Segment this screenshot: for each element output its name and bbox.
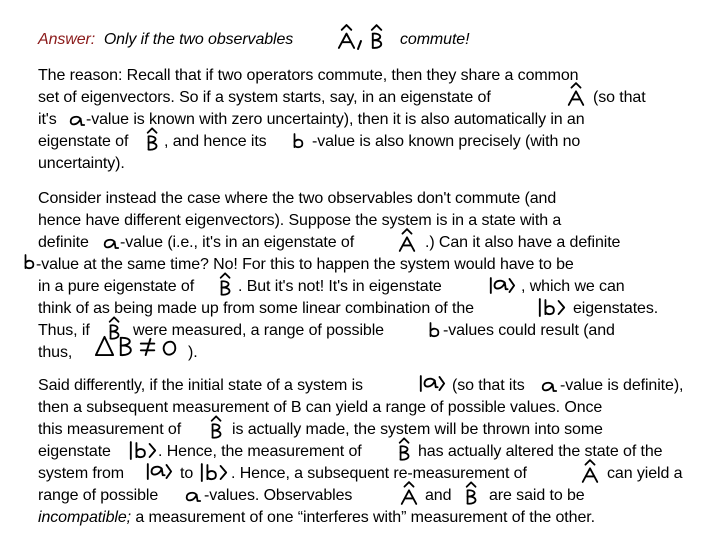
para3-line-7 xyxy=(38,508,595,528)
answer-text-after: commute! xyxy=(400,31,470,48)
para1-line-5: uncertainty). xyxy=(38,155,125,172)
para2-line-3-start: definite xyxy=(38,234,89,251)
ket-a-symbol xyxy=(418,375,446,392)
para3-line-6-and: and xyxy=(425,487,452,504)
para2-line-5-mid: . But it's not! It's in eigenstate xyxy=(238,278,442,295)
para2-line-5-start: in a pure eigenstate of xyxy=(38,278,195,295)
delta-b-not-zero-symbol xyxy=(94,332,182,359)
b-hat-symbol xyxy=(218,271,234,297)
a-hat-symbol xyxy=(580,458,600,484)
para3-line-4-start: eigenstate xyxy=(38,443,111,460)
para1-line-4-end: -value is also known precisely (with no xyxy=(312,133,581,150)
a-eigenvalue-symbol xyxy=(68,114,86,127)
para1-line-3-start: it's xyxy=(38,111,57,128)
para1-line-4-mid: , and hence its xyxy=(164,133,267,150)
para1-line-3-end: -value is known with zero uncertainty), then it is also automatically in an xyxy=(86,111,585,128)
b-eigenvalue-symbol xyxy=(427,322,441,338)
a-hat-symbol xyxy=(336,23,357,50)
b-hat-symbol xyxy=(397,436,413,462)
b-hat-symbol xyxy=(209,414,225,440)
para2-line-7-mid: were measured, a range of possible xyxy=(133,322,384,339)
ket-b-symbol xyxy=(199,463,229,482)
para2-line-3-mid: -value (i.e., it's in an eigenstate of xyxy=(120,234,355,251)
para3-line-6-mid: -values. Observables xyxy=(204,487,353,504)
answer-line xyxy=(38,30,293,50)
para3-line-1-start: Said differently, if the initial state of a system is xyxy=(38,377,363,394)
para2-line-5-end: , which we can xyxy=(521,278,625,295)
para2-line-4: -value at the same time? No! For this to happen the system would have to be xyxy=(36,256,574,273)
para3-line-3-start: this measurement of xyxy=(38,421,182,438)
para2-line-7-end: -values could result (and xyxy=(443,322,615,339)
comma-mark xyxy=(356,40,364,50)
ket-b-symbol xyxy=(537,298,567,317)
a-eigenvalue-symbol xyxy=(102,237,120,250)
para3-line-6-start: range of possible xyxy=(38,487,159,504)
b-hat-symbol xyxy=(145,126,161,152)
para1-line-1: The reason: Recall that if two operators commute, then they share a common xyxy=(38,67,579,84)
para1-line-2: set of eigenvectors. So if a system starts, say, in an eigenstate of xyxy=(38,89,491,106)
ket-b-symbol xyxy=(128,441,158,460)
para3-line-4-end: has actually altered the state of the xyxy=(418,443,663,460)
answer-text-before: Only if the two observables xyxy=(103,31,294,48)
para1-line-4-start: eigenstate of xyxy=(38,133,129,150)
a-hat-symbol xyxy=(399,480,419,506)
b-eigenvalue-symbol xyxy=(22,254,36,270)
b-eigenvalue-symbol xyxy=(291,133,305,149)
para1-line-2-end: (so that xyxy=(593,89,646,106)
para3-line-6-end: are said to be xyxy=(489,487,585,504)
para2-line-7-start: Thus, if xyxy=(38,322,90,339)
a-hat-symbol xyxy=(397,227,417,253)
para2-line-1: Consider instead the case where the two observables don't commute (and xyxy=(38,190,557,207)
para2-line-6-end: eigenstates. xyxy=(573,300,659,317)
para3-line-5-start: system from xyxy=(38,465,125,482)
para3-line-5-to: to xyxy=(180,465,194,482)
para3-line-2: then a subsequent measurement of B can yield a range of possible values. Once xyxy=(38,399,603,416)
para3-line-7-rest: a measurement of one “interferes with” measurement of the other. xyxy=(130,509,595,526)
para3-line-5-mid: . Hence, a subsequent re-measurement of xyxy=(231,465,527,482)
para3-line-3-end: is actually made, the system will be thrown into some xyxy=(232,421,603,438)
incompatible-term: incompatible; xyxy=(38,509,131,526)
b-hat-symbol xyxy=(369,23,386,50)
ket-a-symbol xyxy=(145,463,173,480)
a-eigenvalue-symbol xyxy=(540,380,558,393)
para3-line-4-mid: . Hence, the measurement of xyxy=(158,443,362,460)
para2-line-8-end: ). xyxy=(188,344,198,361)
para2-line-3-end: .) Can it also have a definite xyxy=(425,234,621,251)
para3-line-1-mid: (so that its xyxy=(452,377,525,394)
para2-line-2: hence have different eigenvectors). Suppose the system is in a state with a xyxy=(38,212,562,229)
para2-line-6-start: think of as being made up from some linear combination of the xyxy=(38,300,474,317)
a-hat-symbol xyxy=(566,81,586,107)
para3-line-5-end: can yield a xyxy=(607,465,683,482)
para2-line-8-start: thus, xyxy=(38,344,73,361)
answer-label: Answer: xyxy=(38,31,96,48)
a-eigenvalue-symbol xyxy=(184,490,202,503)
ket-a-symbol xyxy=(488,277,516,294)
para3-line-1-end: -value is definite), xyxy=(560,377,684,394)
b-hat-symbol xyxy=(464,480,480,506)
